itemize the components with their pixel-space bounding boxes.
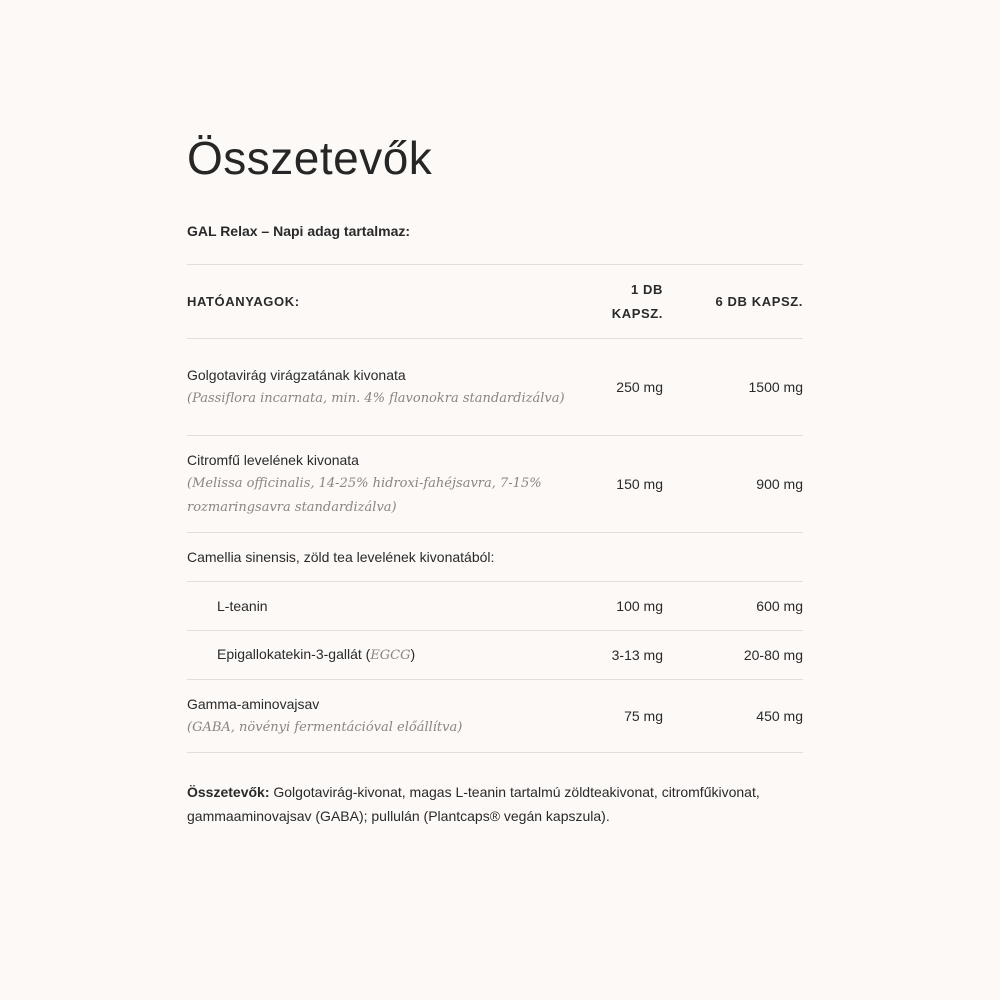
table-row xyxy=(187,631,803,680)
ingredient-name-suffix: ) xyxy=(410,646,416,662)
amount-1-capsule: 3-13 mg xyxy=(583,631,663,680)
ingredient-name: L-teanin xyxy=(187,582,583,631)
ingredient-name: Gamma-aminovajsav xyxy=(187,696,320,712)
amount-6-capsules: 600 mg xyxy=(663,582,803,631)
ingredients-table xyxy=(187,264,803,753)
page-title: Összetevők xyxy=(187,132,433,184)
amount-6-capsules: 1500 mg xyxy=(663,339,803,436)
ingredients-list-paragraph xyxy=(187,780,777,828)
table-row xyxy=(187,680,803,753)
amount-6-capsules: 450 mg xyxy=(663,680,803,753)
ingredients-section xyxy=(187,128,803,842)
header-active-ingredients: HATÓANYAGOK: xyxy=(187,265,583,339)
header-6-capsules: 6 DB KAPSZ. xyxy=(663,265,803,339)
amount-1-capsule: 100 mg xyxy=(583,582,663,631)
amount-1-capsule: 75 mg xyxy=(583,680,663,753)
amount-6-capsules: 20-80 mg xyxy=(663,631,803,680)
table-row xyxy=(187,533,803,582)
ingredient-latin-note: (GABA, növényi fermentációval előállítva) xyxy=(187,720,463,735)
table-header-row xyxy=(187,265,803,339)
ingredient-cell xyxy=(187,631,583,680)
ingredient-cell xyxy=(187,339,583,436)
table-row xyxy=(187,436,803,533)
table-row xyxy=(187,582,803,631)
ingredient-cell xyxy=(187,680,583,753)
ingredient-abbreviation: EGCG xyxy=(370,648,411,663)
ingredient-latin-note: (Melissa officinalis, 14-25% hidroxi-fahéjsavra, 7-15% rozmaringsavra standardizálva) xyxy=(187,476,542,515)
ingredients-list-label: Összetevők: xyxy=(187,784,270,800)
ingredients-list-text: Golgotavirág-kivonat, magas L-teanin tartalmú zöldteakivonat, citromfűkivonat, gammaaminovajsav (GABA); pullulán (Plantcaps® vegán kapszula). xyxy=(187,784,760,824)
ingredient-latin-note: (Passiflora incarnata, min. 4% flavonokra standardizálva) xyxy=(187,391,565,406)
amount-1-capsule: 250 mg xyxy=(583,339,663,436)
table-row xyxy=(187,339,803,436)
header-1-capsule: 1 DB KAPSZ. xyxy=(583,265,663,339)
ingredient-name-prefix: Epigallokatekin-3-gallát ( xyxy=(217,646,371,662)
amount-1-capsule: 150 mg xyxy=(583,436,663,533)
ingredient-name: Golgotavirág virágzatának kivonata xyxy=(187,367,406,383)
ingredient-cell xyxy=(187,436,583,533)
ingredient-name: Citromfű levelének kivonata xyxy=(187,452,359,468)
amount-6-capsules: 900 mg xyxy=(663,436,803,533)
ingredient-group-heading: Camellia sinensis, zöld tea levelének kivonatából: xyxy=(187,533,803,582)
daily-dose-subtitle: GAL Relax – Napi adag tartalmaz: xyxy=(187,223,411,239)
